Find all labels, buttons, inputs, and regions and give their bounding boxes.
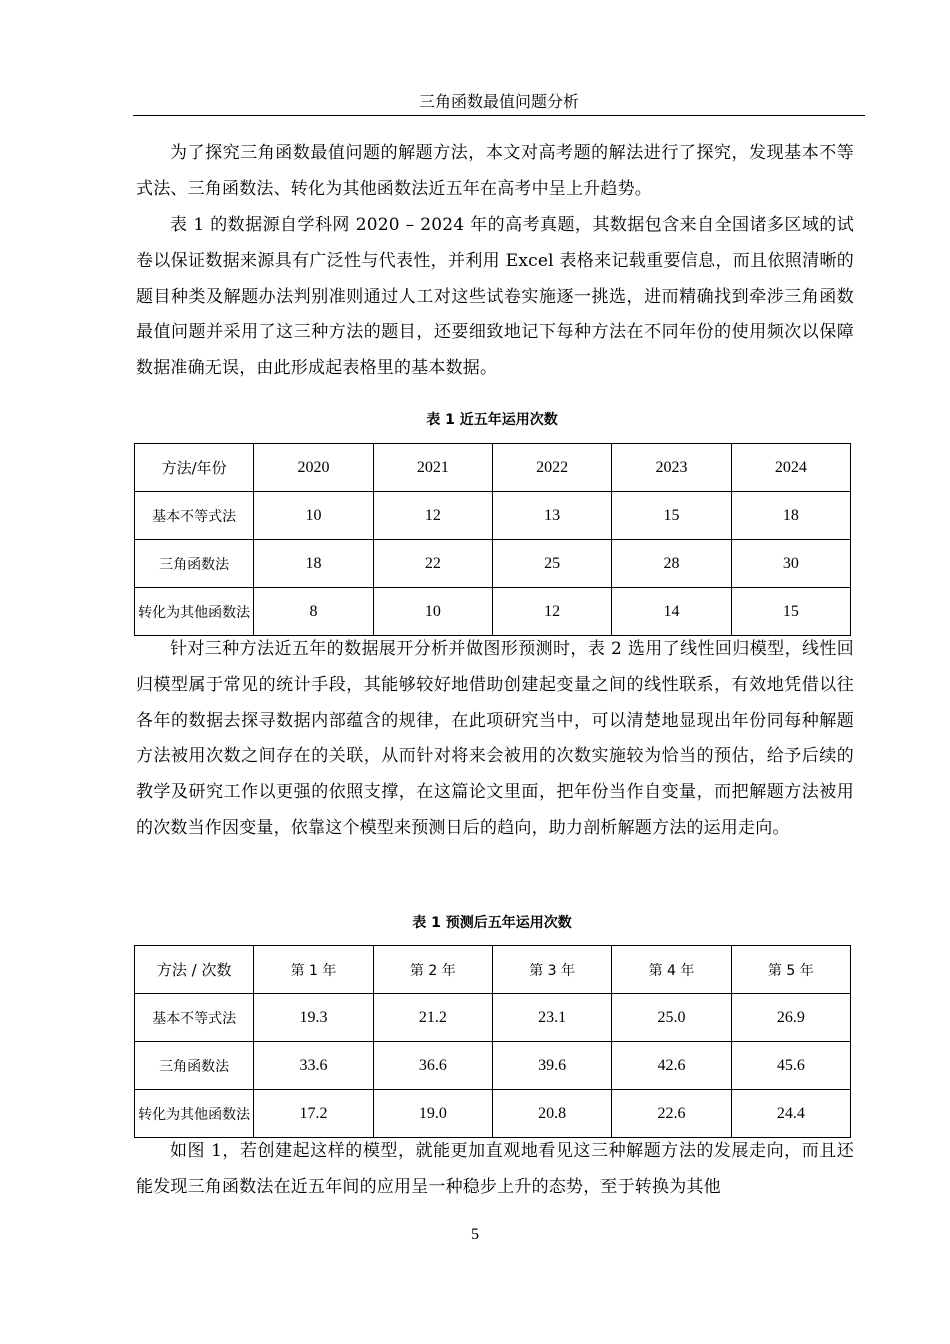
forecast-table	[134, 945, 851, 1138]
table-cell: 19.0	[373, 1090, 492, 1138]
table-cell: 25.0	[612, 994, 731, 1042]
table-cell: 17.2	[254, 1090, 373, 1138]
table-header-cell: 第 3 年	[492, 946, 611, 994]
paragraph-data-source: 表 1 的数据源自学科网 2020 – 2024 年的高考真题，其数据包含来自全国诸多区域的试卷以保证数据来源具有广泛性与代表性，并利用 Excel 表格来记载重要信息，而且依照清晰的题目种类及解题办法判别准则通过人工对这些试卷实施逐一挑选，进而精确找到牵涉三角函数最值问题并采用了这三种方法的题目，还要细致地记下每种方法在不同年份的使用频次以保障数据准确无误，由此形成起表格里的基本数据。	[136, 215, 854, 379]
table-row-label: 基本不等式法	[135, 492, 254, 540]
usage-table	[134, 443, 851, 636]
table-cell: 23.1	[492, 994, 611, 1042]
table-cell: 39.6	[492, 1042, 611, 1090]
table-cell: 45.6	[731, 1042, 850, 1090]
table-row-label: 三角函数法	[135, 540, 254, 588]
paragraph-intro: 为了探究三角函数最值问题的解题方法，本文对高考题的解法进行了探究，发现基本不等式法、三角函数法、转化为其他函数法近五年在高考中呈上升趋势。	[136, 143, 854, 199]
paragraph-figure-ref: 如图 1，若创建起这样的模型，就能更加直观地看见这三种解题方法的发展走向，而且还能发现三角函数法在近五年间的应用呈一种稳步上升的态势，至于转换为其他	[136, 1141, 854, 1197]
table-row	[135, 588, 851, 636]
table-row	[135, 492, 851, 540]
table-header-cell: 方法/年份	[135, 444, 254, 492]
table-cell: 28	[612, 540, 731, 588]
running-header: 三角函数最值问题分析	[418, 92, 579, 111]
table-cell: 18	[254, 540, 373, 588]
table2-caption: 表 1 预测后五年运用次数	[412, 915, 572, 931]
table-header-row	[135, 946, 851, 994]
table-cell: 10	[254, 492, 373, 540]
table-cell: 10	[373, 588, 492, 636]
table-row-label: 基本不等式法	[135, 994, 254, 1042]
header-rule	[133, 115, 865, 116]
table-cell: 42.6	[612, 1042, 731, 1090]
table-cell: 18	[731, 492, 850, 540]
table-cell: 8	[254, 588, 373, 636]
table-cell: 30	[731, 540, 850, 588]
table-cell: 12	[373, 492, 492, 540]
table-cell: 20.8	[492, 1090, 611, 1138]
table-header-cell: 第 5 年	[731, 946, 850, 994]
table-cell: 19.3	[254, 994, 373, 1042]
table-header-cell: 第 4 年	[612, 946, 731, 994]
table-header-cell: 方法 / 次数	[135, 946, 254, 994]
table-cell: 26.9	[731, 994, 850, 1042]
table-header-cell: 2022	[492, 444, 611, 492]
table-row-label: 三角函数法	[135, 1042, 254, 1090]
table-row	[135, 994, 851, 1042]
table-cell: 15	[731, 588, 850, 636]
table-header-cell: 2023	[612, 444, 731, 492]
table-row	[135, 540, 851, 588]
table-cell: 22	[373, 540, 492, 588]
table-header-row	[135, 444, 851, 492]
table-cell: 15	[612, 492, 731, 540]
table-row-label: 转化为其他函数法	[135, 1090, 254, 1138]
table-cell: 22.6	[612, 1090, 731, 1138]
table-header-cell: 第 2 年	[373, 946, 492, 994]
table-cell: 25	[492, 540, 611, 588]
table-header-cell: 2024	[731, 444, 850, 492]
table-cell: 13	[492, 492, 611, 540]
table-cell: 36.6	[373, 1042, 492, 1090]
table-row	[135, 1042, 851, 1090]
table1-caption: 表 1 近五年运用次数	[426, 412, 558, 428]
table-cell: 12	[492, 588, 611, 636]
table-row	[135, 1090, 851, 1138]
page-number: 5	[471, 1226, 479, 1243]
table-row-label: 转化为其他函数法	[135, 588, 254, 636]
table-cell: 24.4	[731, 1090, 850, 1138]
table-header-cell: 第 1 年	[254, 946, 373, 994]
table-header-cell: 2021	[373, 444, 492, 492]
paragraph-regression: 针对三种方法近五年的数据展开分析并做图形预测时，表 2 选用了线性回归模型，线性回归模型属于常见的统计手段，其能够较好地借助创建起变量之间的线性联系，有效地凭借以往各年的数据去探寻数据内部蕴含的规律，在此项研究当中，可以清楚地显现出年份同每种解题方法被用次数之间存在的关联，从而针对将来会被用的次数实施较为恰当的预估，给予后续的教学及研究工作以更强的依照支撑，在这篇论文里面，把年份当作自变量，而把解题方法被用的次数当作因变量，依靠这个模型来预测日后的趋向，助力剖析解题方法的运用走向。	[136, 639, 854, 838]
table-header-cell: 2020	[254, 444, 373, 492]
table-cell: 21.2	[373, 994, 492, 1042]
table-cell: 33.6	[254, 1042, 373, 1090]
table-cell: 14	[612, 588, 731, 636]
